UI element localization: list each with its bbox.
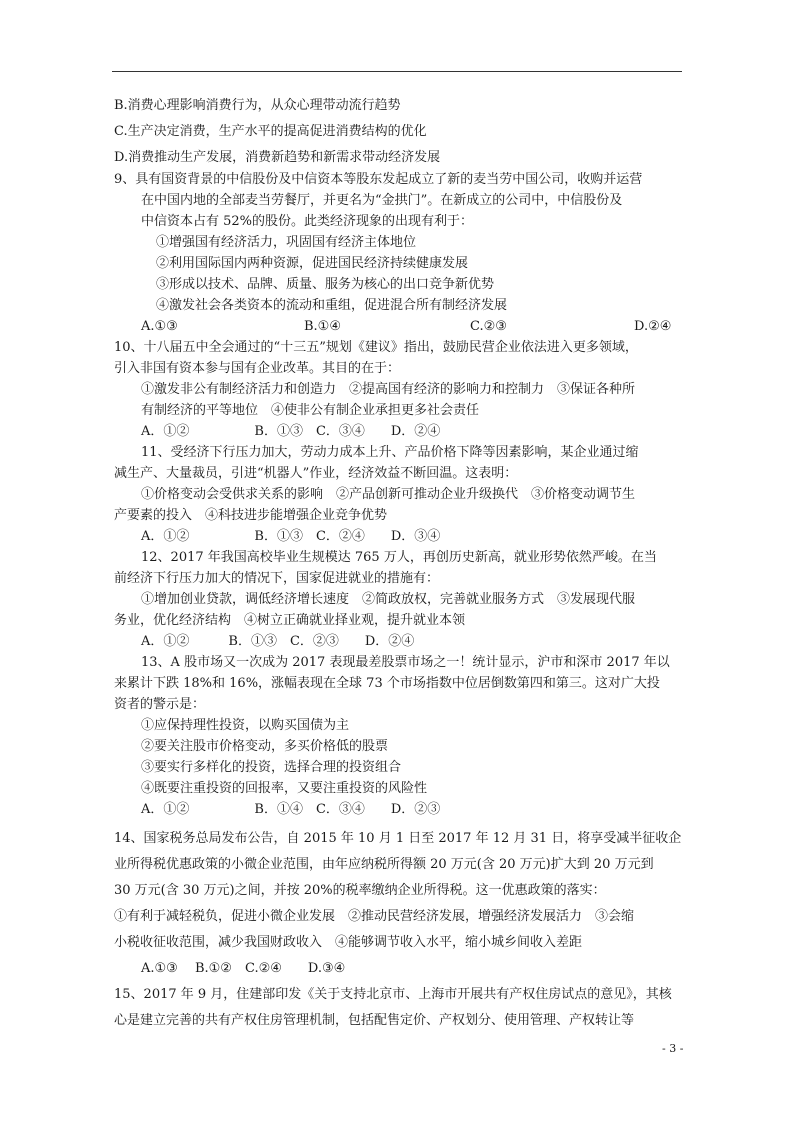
q13-item: ②要关注股市价格变动，多买价格低的股票 xyxy=(141,739,389,754)
q13-item: ①应保持理性投资，以购买国债为主 xyxy=(141,718,350,733)
q14-line: 14、国家税务总局发布公告，自 2015 年 10 月 1 日至 2017 年 12 月 31 日，将享受减半征收企 xyxy=(114,831,682,846)
q11-line: 减生产、大量裁员，引进“机器人”作业，经济效益不断回温。这表明： xyxy=(114,466,518,481)
q13-item: ③要实行多样化的投资，选择合理的投资组合 xyxy=(141,760,402,775)
q9-item: ③形成以技术、品牌、质量、服务为核心的出口竞争新优势 xyxy=(156,277,495,292)
option-c: C.生产决定消费，生产水平的提高促进消费结构的优化 xyxy=(114,124,427,139)
page-number: - 3 - xyxy=(662,1042,684,1055)
q9-option-b: B.①④ xyxy=(304,319,341,334)
option-b: B.消费心理影响消费行为，从众心理带动流行趋势 xyxy=(114,98,401,113)
q10-line: 引入非国有资本参与国有企业改革。其目的在于： xyxy=(114,361,401,376)
q14-line: 30 万元(含 30 万元)之间，并按 20%的税率缴纳企业所得税。这一优惠政策的落实： xyxy=(114,883,606,898)
q9-option-d: D.②④ xyxy=(634,319,672,334)
q9-stem: 中信资本占有 52%的股份。此类经济现象的出现有利于： xyxy=(141,214,474,229)
q11-line: ①价格变动会受供求关系的影响 ②产品创新可推动企业升级换代 ③价格变动调节生 xyxy=(141,487,636,502)
q9-item: ①增强国有经济活力，巩固国有经济主体地位 xyxy=(156,235,417,250)
q9-item: ④激发社会各类资本的流动和重组，促进混合所有制经济发展 xyxy=(156,298,508,313)
q11-options: A．①② B．①③ C．②④ D．③④ xyxy=(141,529,441,544)
q12-line: 12、2017 年我国高校毕业生规模达 765 万人，再创历史新高，就业形势依然严峻。在当 xyxy=(141,550,657,565)
q9-stem: 在中国内地的全部麦当劳餐厅，并更名为“金拱门”。在新成立的公司中，中信股份及 xyxy=(141,193,623,208)
q9-stem: 9、具有国资背景的中信股份及中信资本等股东发起成立了新的麦当劳中国公司，收购并运营 xyxy=(114,172,643,187)
option-d: D.消费推动生产发展，消费新趋势和新需求带动经济发展 xyxy=(114,150,441,165)
q10-line: 有制经济的平等地位 ④使非公有制企业承担更多社会责任 xyxy=(141,403,480,418)
q10-line: ①激发非公有制经济活力和创造力 ②提高国有经济的影响力和控制力 ③保证各种所 xyxy=(141,382,636,397)
header-rule xyxy=(112,71,682,72)
q10-options: A．①② B．①③ C．③④ D．②④ xyxy=(141,424,441,439)
q11-line: 11、受经济下行压力加大，劳动力成本上升、产品价格下降等因素影响，某企业通过缩 xyxy=(141,445,639,460)
q9-option-c: C.②③ xyxy=(470,319,507,334)
q13-line: 资者的警示是： xyxy=(114,697,206,712)
q14-line: ①有利于减轻税负，促进小微企业发展 ②推动民营经济发展，增强经济发展活力 ③会缩 xyxy=(114,909,635,924)
q13-options: A．①② B．①④ C．③④ D．②③ xyxy=(141,802,441,817)
q13-line: 13、A 股市场又一次成为 2017 表现最差股票市场之一！统计显示，沪市和深市 2017 年以 xyxy=(141,655,670,670)
q9-option-a: A.①③ xyxy=(141,319,178,334)
q14-options: A.①③ B.①② C.②④ D.③④ xyxy=(141,961,346,976)
q12-line: 务业，优化经济结构 ④树立正确就业择业观，提升就业本领 xyxy=(114,613,466,628)
q14-line: 业所得税优惠政策的小微企业范围，由年应纳税所得额 20 万元(含 20 万元)扩大到 20 万元到 xyxy=(114,857,654,872)
q11-line: 产要素的投入 ④科技进步能增强企业竞争优势 xyxy=(114,508,388,523)
q13-item: ④既要注重投资的回报率，又要注重投资的风险性 xyxy=(141,781,428,796)
q13-line: 来累计下跌 18%和 16%，涨幅表现在全球 73 个市场指数中位居倒数第四和第三。这对广大投 xyxy=(114,676,660,691)
q12-options: A．①② B．①③ C．②③ D．②④ xyxy=(141,634,415,649)
q12-line: ①增加创业贷款，调低经济增长速度 ②简政放权，完善就业服务方式 ③发展现代服 xyxy=(141,592,636,607)
q9-item: ②利用国际国内两种资源，促进国民经济持续健康发展 xyxy=(156,256,469,271)
q14-line: 小税收征收范围，减少我国财政收入 ④能够调节收入水平，缩小城乡间收入差距 xyxy=(114,935,583,950)
q15-line: 心是建立完善的共有产权住房管理机制，包括配售定价、产权划分、使用管理、产权转让等 xyxy=(114,1013,635,1028)
q15-line: 15、2017 年 9 月，住建部印发《关于支持北京市、上海市开展共有产权住房试点的意见》，其核 xyxy=(114,987,672,1002)
q10-line: 10、十八届五中全会通过的“十三五”规划《建议》指出，鼓励民营企业依法进入更多领域， xyxy=(114,340,638,355)
q12-line: 前经济下行压力加大的情况下，国家促进就业的措施有： xyxy=(114,571,440,586)
